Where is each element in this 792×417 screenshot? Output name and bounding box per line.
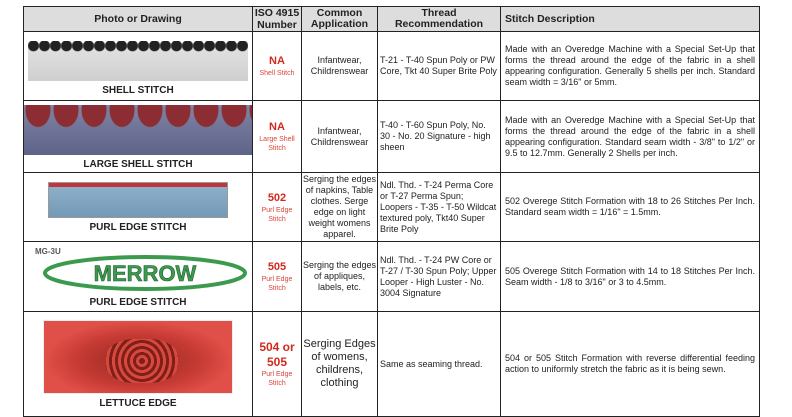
header-description: Stitch Description (501, 7, 760, 32)
header-photo: Photo or Drawing (24, 7, 253, 32)
table-row (24, 312, 760, 417)
iso-number: 505 (267, 261, 287, 273)
purl-edge-stitch-image (48, 182, 228, 218)
iso-sub: Large Shell Stitch (259, 136, 295, 152)
merrow-logo-image (27, 245, 249, 291)
photo-cell (24, 32, 253, 101)
stitch-table (23, 6, 760, 417)
stitch-caption: SHELL STITCH (102, 84, 174, 96)
iso-sub: Purl Edge Stitch (261, 371, 293, 387)
application-cell: Serging Edges of womens, childrens, clothing (302, 312, 378, 417)
description-cell: 504 or 505 Stitch Formation with reverse differential feeding action to uniformly stretch the fabric as it is being sewn. (501, 312, 760, 417)
header-thread: Thread Recommendation (378, 7, 501, 32)
iso-cell (253, 101, 302, 173)
stitch-caption: LETTUCE EDGE (99, 397, 177, 409)
iso-number: NA (269, 121, 285, 133)
iso-number: 504 or 505 (259, 340, 295, 369)
header-iso: ISO 4915 Number (253, 7, 302, 32)
thread-cell: Ndl. Thd. - T-24 PW Core or T-27 / T-30 Spun Poly; Upper Looper - High Luster - No. 3004 Signature (378, 242, 501, 312)
photo-cell (24, 242, 253, 312)
table-row (24, 173, 760, 242)
iso-sub: Purl Edge Stitch (261, 276, 293, 292)
application-cell: Serging the edges of appliques, labels, etc. (302, 242, 378, 312)
iso-cell (253, 173, 302, 242)
photo-cell (24, 101, 253, 173)
application-cell: Serging the edges of napkins, Table clothes. Serge edge on light weight womens apparel. (302, 173, 378, 242)
description-cell: Made with an Overedge Machine with a Special Set-Up that forms the thread around the edge of the fabric in a shell appearing configuration. Standard seam width - 3/8" to 1/2" or 9.5 to 12.7mm. Generally 2 Shells per inch. (501, 101, 760, 173)
thread-cell: T-40 - T-60 Spun Poly, No. 30 - No. 20 Signature - high sheen (378, 101, 501, 173)
stitch-caption: PURL EDGE STITCH (89, 221, 187, 233)
iso-cell (253, 242, 302, 312)
thread-cell: Ndl. Thd. - T-24 Perma Core or T-27 Perma Spun; Loopers - T-35 - T-50 Wildcat textured poly, Tkt40 Super Brite Poly (378, 173, 501, 242)
application-cell: Infantwear, Childrenswear (302, 32, 378, 101)
shell-stitch-image (28, 37, 248, 81)
svg-text:MG-3U: MG-3U (35, 247, 61, 256)
stitch-caption: LARGE SHELL STITCH (83, 159, 193, 170)
photo-cell (24, 173, 253, 242)
iso-number: 502 (267, 191, 287, 204)
iso-cell (253, 312, 302, 417)
iso-cell (253, 32, 302, 101)
application-cell: Infantwear, Childrenswear (302, 101, 378, 173)
description-cell: 502 Overege Stitch Formation with 18 to 26 Stitches Per Inch. Standard seam width = 1/16" = 1.5mm. (501, 173, 760, 242)
lettuce-edge-image (43, 320, 233, 394)
header-application: Common Application (302, 7, 378, 32)
description-cell: Made with an Overedge Machine with a Special Set-Up that forms the thread around the edge of the fabric in a shell appearing configuration. Generally 5 shells per inch. Standard seam width = 3/16" or 5mm. (501, 32, 760, 101)
description-cell: 505 Overege Stitch Formation with 14 to 18 Stitches Per Inch. Seam width - 1/8 to 3/16" or 3 to 4.5mm. (501, 242, 760, 312)
table-row (24, 101, 760, 173)
table-row (24, 32, 760, 101)
photo-cell (24, 312, 253, 417)
stitch-caption: PURL EDGE STITCH (89, 297, 187, 308)
iso-sub: Shell Stitch (259, 70, 295, 77)
iso-number: NA (269, 55, 285, 67)
thread-cell: T-21 - T-40 Spun Poly or PW Core, Tkt 40 Super Brite Poly (378, 32, 501, 101)
thread-cell: Same as seaming thread. (378, 312, 501, 417)
iso-sub: Purl Edge Stitch (261, 206, 293, 223)
large-shell-stitch-image (24, 105, 252, 155)
table-row (24, 242, 760, 312)
header-row (24, 7, 760, 32)
svg-text:MERROW: MERROW (93, 261, 197, 286)
